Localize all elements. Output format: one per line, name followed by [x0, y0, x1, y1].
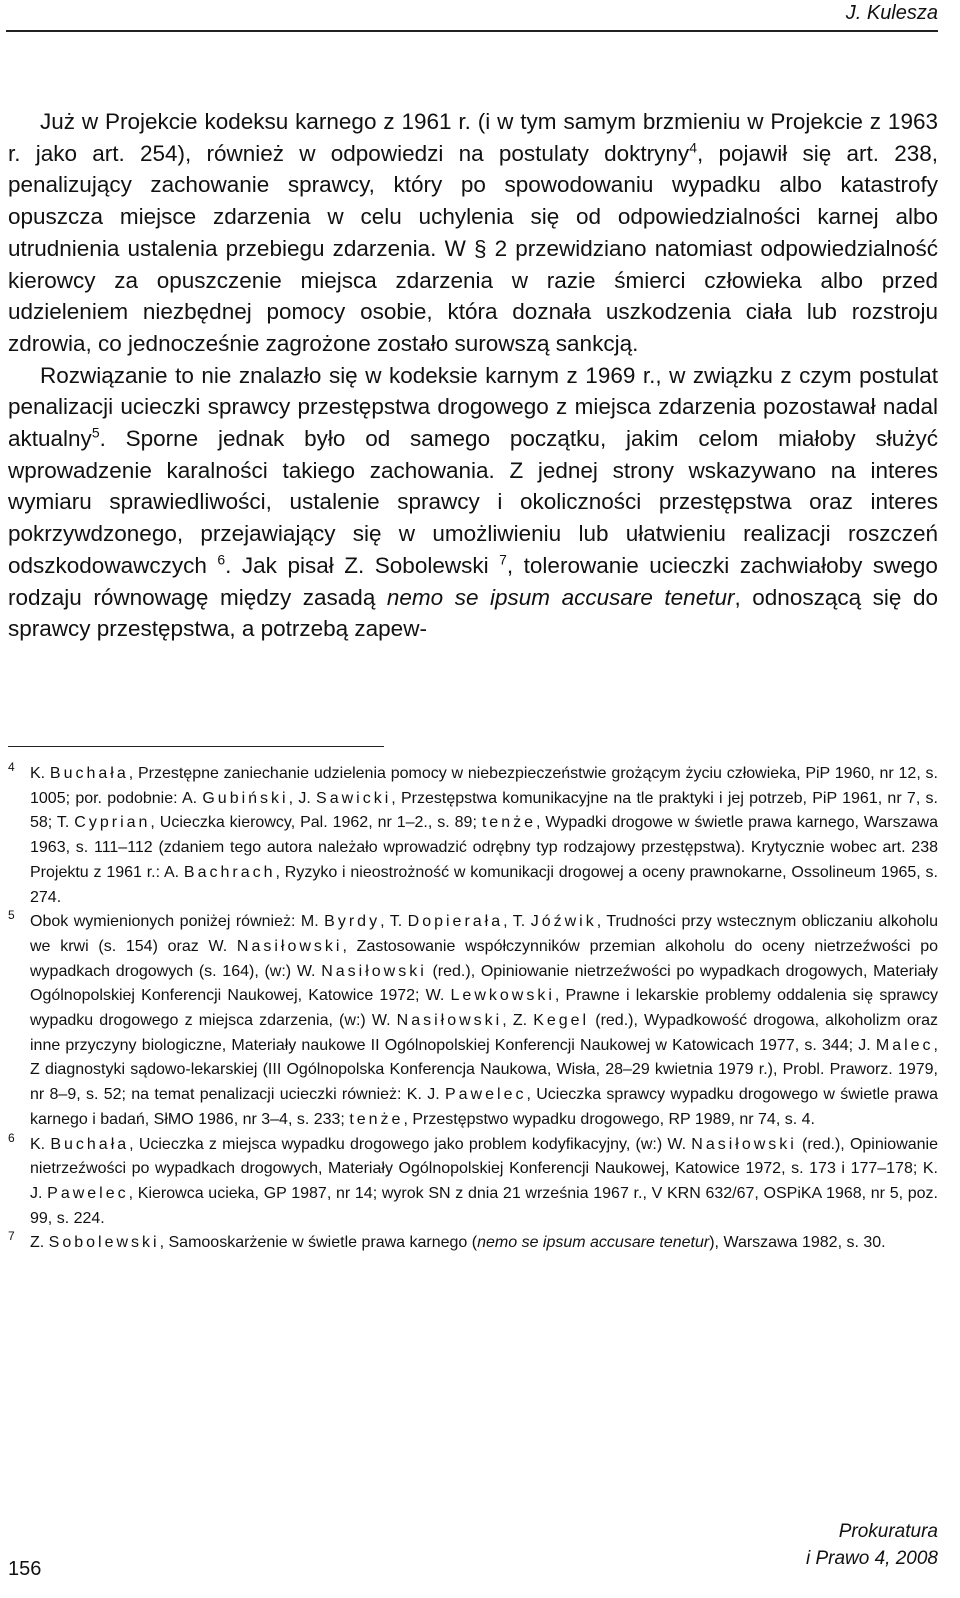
footnote-text-segment: (red.), Wypadkowość drogowa, alkoholizm oraz inne przyczyny biologiczne, Materiały naukowe II Ogólnopolskiej Konferencji Naukowej w Katowicach 1977, s. 344; J.: [30, 1012, 939, 1054]
footnote-text: [30, 1231, 938, 1256]
author-name: Jóźwik: [530, 913, 597, 931]
author-name: Buchała: [49, 765, 129, 782]
author-name: Gubiński: [202, 789, 289, 807]
latin-maxim: nemo se ipsum accusare tenetur: [477, 1234, 710, 1252]
footnote-number: 4: [8, 760, 15, 774]
footnote-text-segment: ), Warszawa 1982, s. 30.: [709, 1234, 886, 1252]
footnote-text-segment: , Ryzyko i nieostrożność w komunikacji drogowej a oceny prawnokarne, Ossolineum 1965, s. 274.: [30, 863, 938, 906]
author-name: Pawelec: [444, 1086, 527, 1104]
footnote-text-segment: , Przestępne zaniechanie udzielenia pomocy w niebezpieczeństwie grożącym życiu człowieka, PiP 1960, nr 12, s. 1005; por. podobnie: A.: [30, 765, 939, 807]
footnote-text-segment: , T.: [503, 913, 531, 931]
footnote-4: [8, 762, 938, 910]
footnote-text-segment: , Samooskarżenie w świetle prawa karnego (: [159, 1234, 478, 1252]
body-text-segment: Rozwiązanie to nie znalazło się w kodeksie karnym z 1969 r., w związku z czym postulat penalizacji ucieczki sprawcy przestępstwa drogowego z miejsca zdarzenia pozostawał nadal aktualny: [8, 362, 938, 452]
footnote-number: 5: [8, 908, 15, 923]
page-number: 156: [8, 1558, 42, 1580]
body-text-segment: , odnoszącą się do sprawcy przestępstwa, a potrzebą zapew-: [8, 584, 938, 642]
body-text-segment: . Jak pisał Z. Sobolewski: [225, 552, 489, 578]
author-name: Byrdy: [324, 913, 381, 931]
author-name: tenże: [349, 1110, 404, 1128]
body-text-segment: . Sporne jednak było od samego początku, jakim celom miałoby służyć wprowadzenie karalności takiego zachowania. Z jednej strony wskazywano na interes wymiaru sprawiedliwości, ustalenie sprawcy i okoliczności przestępstwa oraz interes pokrzywdzonego, przejawiający się w umożliwieniu lub ułatwieniu realizacji roszczeń odszkodowawczych: [8, 426, 938, 578]
author-name: Malec: [875, 1036, 934, 1054]
footnote-text-segment: , J.: [288, 789, 317, 807]
page-header: [6, 0, 938, 32]
footnote-text-segment: , Ucieczka kierowcy, Pal. 1962, nr 1–2., s. 89;: [150, 814, 482, 832]
footnotes-list: [8, 762, 938, 1256]
footnote-ref-6[interactable]: 6: [217, 551, 226, 568]
body-text-segment: , pojawił się art. 238, penalizujący zachowanie sprawcy, który po spowodowaniu wypadku albo katastrofy opuszcza miejsce zdarzenia w celu uchylenia się od odpowiedzialności karnej albo utrudnienia ustalenia przebiegu zdarzenia. W § 2 przewidziano natomiast odpowiedzialność kierowcy za opuszczenie miejsca zdarzenia w razie śmierci człowieka albo przed udzieleniem niezbędnej pomocy osobie, która doznała uszkodzenia ciała lub rozstroju zdrowia, co jednocześnie zagrożone zostało surowszą sankcją.: [8, 140, 938, 356]
body-text-segment: , tolerowanie ucieczki zachwiałoby swego rodzaju równowagę między zasadą: [8, 552, 938, 610]
footnote-text-segment: K.: [30, 1135, 51, 1153]
body-text-segment: Już w Projekcie kodeksu karnego z 1961 r. (i w tym samym brzmieniu w Projekcie z 1963 r. jako art. 254), również w odpowiedzi na postulaty doktryny: [8, 109, 938, 166]
footnote-text-segment: , Ucieczka sprawcy wypadku drogowego w świetle prawa karnego i badań, SłMO 1986, nr 3–4, s. 233;: [30, 1086, 938, 1128]
footnote-text-segment: , T.: [380, 913, 408, 931]
footnote-text-segment: , Przestępstwa komunikacyjne na tle praktyki i jej potrzeb, PiP 1961, nr 7, s. 58; T.: [30, 789, 938, 832]
author-name: Pawelec: [47, 1184, 129, 1202]
footnote-7: [8, 1231, 938, 1256]
footnote-text-segment: (red.), Opiniowanie nietrzeźwości po wypadkach drogowych, Materiały Ogólnopolskiej Konferencji Naukowej, Katowice 1972; W.: [30, 962, 938, 1005]
author-name: Kegel: [533, 1012, 590, 1030]
author-name: Nasiłowski: [236, 937, 343, 955]
footnote-ref-5[interactable]: 5: [91, 424, 100, 441]
latin-maxim: nemo se ipsum accusare tenetur: [386, 584, 735, 610]
footnote-text-segment: , Z diagnostyki sądowo-lekarskiej (III Ogólnopolska Konferencja Naukowa, Wisła, 28–29 kwietnia 1979 r.), Probl. Praworz. 1979, nr 8–9, s. 52; na temat penalizacji ucieczki również: K. J.: [30, 1036, 938, 1104]
footnote-text-segment: , Prawne i lekarskie problemy oddalenia się sprawcy wypadku drogowego z miejsca zdarzenia, (w:) W.: [30, 987, 939, 1030]
author-name: tenże: [481, 814, 536, 832]
footnote-text: [30, 1133, 938, 1232]
author-name: Nasiłowski: [396, 1012, 503, 1030]
footnote-text-segment: , Ucieczka z miejsca wypadku drogowego jako problem kodyfikacyjny, (w:) W.: [129, 1135, 692, 1153]
footnote-text-segment: Z.: [30, 1234, 49, 1252]
author-name: Bachrach: [183, 863, 276, 881]
author-name: Nasiłowski: [691, 1135, 797, 1153]
author-name: Cyprian: [74, 814, 151, 832]
footnote-text-segment: , Kierowca ucieka, GP 1987, nr 14; wyrok SN z dnia 21 września 1967 r., V KRN 632/67, OSPiKA 1968, nr 5, poz. 99, s. 224.: [30, 1184, 939, 1227]
footnote-separator: [8, 746, 384, 747]
footnote-text-segment: Obok wymienionych poniżej również: M.: [30, 913, 325, 931]
footnote-ref-4[interactable]: 4: [689, 139, 697, 156]
footnote-text-segment: (red.), Opiniowanie nietrzeźwości po wypadkach drogowych, Materiały Ogólnopolskiej Konferencji Naukowej, Katowice 1972, s. 173 i 177–178; K. J.: [30, 1135, 938, 1202]
footnote-text-segment: , Z.: [502, 1012, 534, 1030]
journal-issue-line: i Prawo 4, 2008: [805, 1548, 938, 1569]
author-name: Sawicki: [316, 789, 392, 807]
main-paragraph: [8, 106, 938, 645]
footnote-text: [30, 762, 938, 910]
footnote-text-segment: K.: [30, 765, 50, 782]
author-name: Sobolewski: [48, 1234, 160, 1252]
footnote-number: 6: [8, 1130, 15, 1145]
author-name: Lewkowski: [450, 987, 555, 1005]
footnote-ref-7[interactable]: 7: [499, 551, 507, 568]
author-name: Nasiłowski: [321, 962, 427, 980]
footnote-text-segment: , Zastosowanie współczynników przemian alkoholu do oceny nietrzeźwości po wypadkach drogowych (s. 164), (w:) W.: [30, 937, 938, 980]
footnote-text-segment: , Wypadki drogowe w świetle prawa karnego, Warszawa 1963, s. 111–112 (zdaniem tego autora należało wprowadzić odrębny typ rodzajowy przestępstwa). Krytycznie wobec art. 238 Projektu z 1961 r.: A.: [30, 814, 938, 881]
running-head-author: J. Kulesza: [845, 2, 938, 24]
footnote-text: [30, 910, 938, 1132]
footnote-number: 7: [8, 1229, 15, 1244]
footnote-5: [8, 910, 938, 1132]
footnote-text-segment: , Trudności przy wstecznym obliczaniu alkoholu we krwi (s. 154) oraz W.: [30, 913, 939, 955]
author-name: Buchała: [50, 1135, 130, 1153]
author-name: Dopierała: [407, 913, 504, 931]
footnote-text-segment: , Przestępstwo wypadku drogowego, RP 1989, nr 74, s. 4.: [403, 1110, 815, 1128]
journal-name-line: Prokuratura: [838, 1521, 938, 1542]
footnote-6: [8, 1130, 939, 1232]
journal-name: [806, 1518, 938, 1572]
